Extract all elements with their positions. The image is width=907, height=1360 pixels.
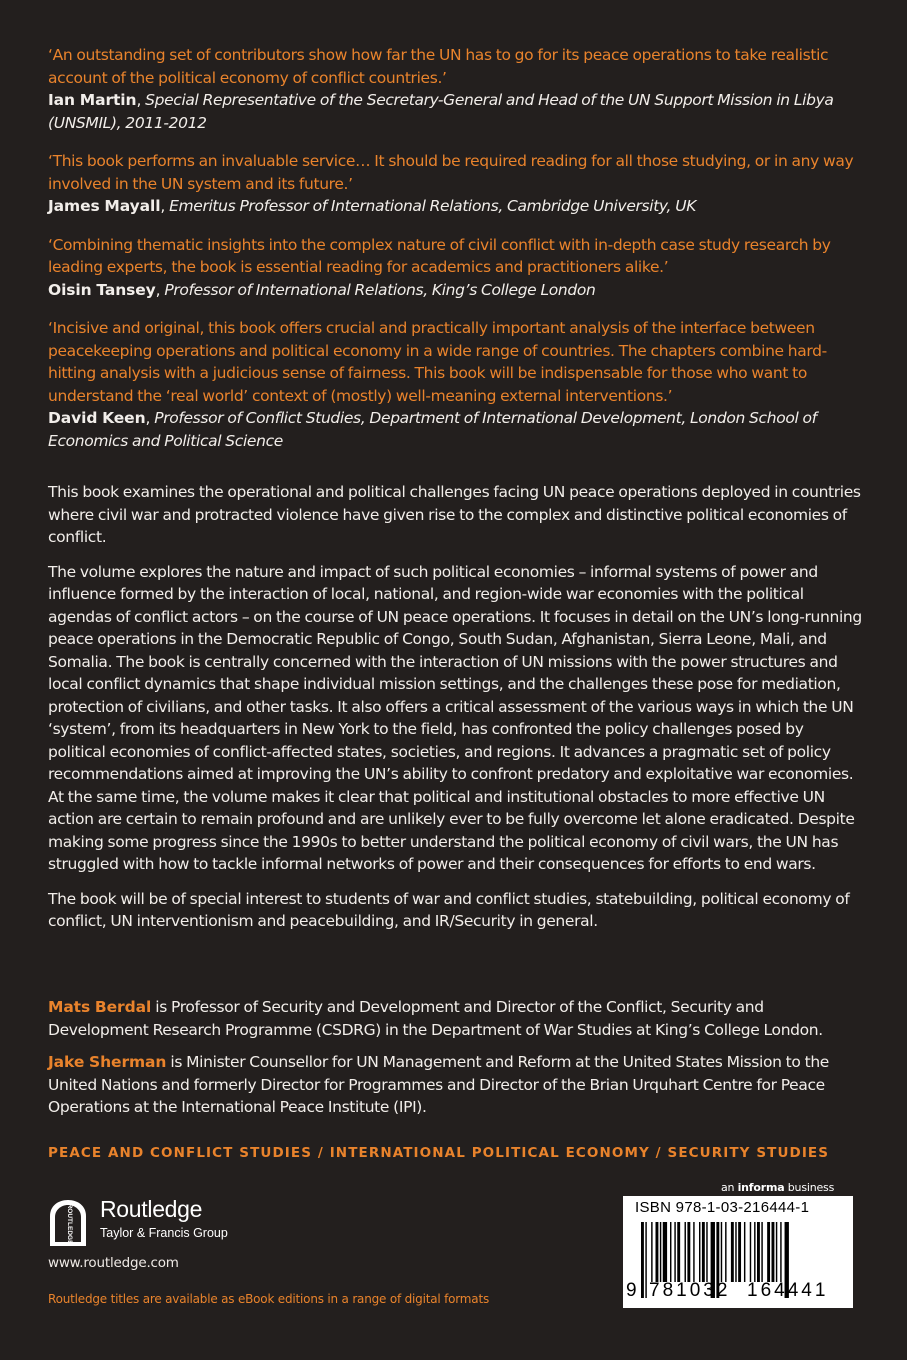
barcode-bar [761,1222,762,1282]
endorsement-quote: ‘Incisive and original, this book offers crucial and practically important analysis of the interface between peacekeeping operations and political economy in a wide range of countries. The chapters combine hard-hitting analysis with a judicious sense of fairness. This book will be indispensable for those who want to understand the ‘real world’ context of (mostly) well-meaning external interventions.’ [48,319,827,405]
barcode-bar [663,1222,667,1282]
barcode-digits [623,1280,853,1304]
endorser-name: James Mayall [48,197,161,215]
publisher-group: Taylor & Francis Group [100,1226,228,1240]
barcode-bar [687,1222,690,1282]
barcode-right-digits: 164441 [747,1280,829,1301]
routledge-logo-icon [48,1198,88,1248]
endorser-role: Professor of International Relations, King’s College London [164,280,596,299]
endorsement [48,234,863,302]
endorsement-attribution: Ian Martin, Special Representative of the Secretary-General and Head of the UN Support Mission in Libya (UNSMIL), 2011-2012 [48,91,834,132]
barcode-bar [757,1222,760,1282]
barcode-bar [660,1222,661,1282]
publisher-website[interactable]: www.routledge.com [48,1255,179,1271]
barcode-bar [780,1222,781,1282]
endorser-name: David Keen [48,409,146,427]
barcode-bar [735,1222,736,1282]
description-paragraph: The volume explores the nature and impact of such political economies – informal systems of power and influence formed by the interaction of local, national, and region-wide war economies with the political agendas of conflict actors – on the course of UN peace operations. It focuses in detail on the UN’s long-running peace operations in the Democratic Republic of Congo, South Sudan, Afghanistan, Sierra Leone, Mali, and Somalia. The book is centrally concerned with the interaction of UN missions with the power structures and local conflict dynamics that shape individual mission settings, and the challenges these pose for mediation, protection of civilians, and other tasks. It also offers a critical assessment of the various ways in which the UN ‘system’, from its headquarters in New York to the field, has confronted the policy challenges posed by political economies of conflict-affected states, societies, and regions. It advances a pragmatic set of policy recommendations aimed at improving the UN’s ability to confront predatory and exploitative war economies. At the same time, the volume makes it clear that political and institutional obstacles to more effective UN action are certain to remain profound and are unlikely ever to be fully overcome let alone eradicated. Despite making some progress since the 1990s to better understand the political economy of civil wars, the UN has struggled with how to tackle informal networks of power and their consequences for efforts to end wars. [48,562,862,873]
endorser-role: Professor of Conflict Studies, Department of International Development, London School of Economics and Political Science [48,409,817,450]
barcode-bar [721,1222,722,1282]
subject-categories: PEACE AND CONFLICT STUDIES / INTERNATIONAL POLITICAL ECONOMY / SECURITY STUDIES [48,1145,830,1161]
endorser-role: Emeritus Professor of International Relations, Cambridge University, UK [169,197,697,215]
barcode-bar [656,1222,659,1282]
endorsement-quote: ‘This book performs an invaluable service… It should be required reading for all those studying, or in any way involved in the UN system and its future.’ [48,152,854,193]
barcode-bar [677,1222,680,1282]
barcode-bar [767,1222,770,1282]
book-description [48,481,863,945]
endorser-name: Ian Martin [48,91,137,109]
barcode-bar [744,1222,745,1282]
isbn-label: ISBN 978-1-03-216444-1 [635,1199,810,1216]
barcode-bar [651,1222,652,1282]
endorsement-attribution: Oisin Tansey, Professor of International Relations, King’s College London [48,280,596,299]
logo-mark-text: ROUTLEDGE [66,1203,73,1245]
author-bios [48,996,863,1129]
barcode-lead-digit: 9 [626,1280,637,1301]
endorsement [48,317,863,452]
endorsement-attribution: David Keen, Professor of Conflict Studies, Department of International Development, London School of Economics and Political Science [48,409,817,450]
publisher-logo [48,1194,348,1254]
barcode-bar [750,1222,751,1282]
author-bio-text: is Professor of Security and Development and Director of the Conflict, Security and Development Research Programme (CSDRG) in the Department of War Studies at King’s College London. [48,998,823,1039]
barcode-bar [702,1222,705,1282]
endorser-name: Oisin Tansey [48,280,156,299]
endorsement [48,150,863,218]
informa-brand: informa [737,1181,785,1194]
barcode-bar [725,1222,726,1282]
barcode-bar [738,1222,741,1282]
endorser-role: Special Representative of the Secretary-General and Head of the UN Support Mission in Libya (UNSMIL), 2011-2012 [48,91,834,132]
endorsement-quote: ‘Combining thematic insights into the complex nature of civil conflict with in-depth case study research by leading experts, the book is essential reading for academics and practitioners alike.’ [48,235,831,276]
barcode-bar [776,1222,777,1282]
barcode-left-digits: 781032 [649,1280,731,1301]
informa-prefix: an [721,1181,738,1194]
endorsement-quote: ‘An outstanding set of contributors show how far the UN has to go for its peace operations to take realistic account of the political economy of conflict countries.’ [48,46,829,87]
barcode-bar [685,1222,686,1282]
barcode-bar [699,1222,700,1282]
barcode-bar [706,1222,707,1282]
author-name: Jake Sherman [48,1053,167,1071]
description-paragraph: This book examines the operational and political challenges facing UN peace operations deployed in countries where civil war and protracted violence have given rise to the complex and distinctive political economies of conflict. [48,483,861,546]
barcode-block [623,1196,853,1308]
ebook-note: Routledge titles are available as eBook editions in a range of digital formats [48,1292,490,1306]
barcode-bar [772,1222,775,1282]
author-name: Mats Berdal [48,998,152,1016]
author-bio-text: is Minister Counsellor for UN Management and Reform at the United States Mission to the United Nations and formerly Director for Programmes and Director of the Brian Urquhart Centre for Peace Operations at the International Peace Institute (IPI). [48,1053,829,1116]
barcode-bar [693,1222,694,1282]
endorsement [48,44,863,134]
description-paragraph: The book will be of special interest to students of war and conflict studies, statebuilding, political economy of conflict, UN interventionism and peacebuilding, and IR/Security in general. [48,889,850,930]
informa-suffix: business [784,1181,835,1194]
informa-tagline [721,1181,834,1194]
endorsement-attribution: James Mayall, Emeritus Professor of International Relations, Cambridge University, UK [48,197,697,215]
barcode-bar [731,1222,734,1282]
praise-section [48,44,863,468]
barcode-bar [674,1222,675,1282]
barcode-bar [670,1222,671,1282]
barcode-bar [754,1222,755,1282]
publisher-name: Routledge [100,1196,203,1222]
author-bio [48,996,863,1041]
author-bio [48,1051,863,1119]
